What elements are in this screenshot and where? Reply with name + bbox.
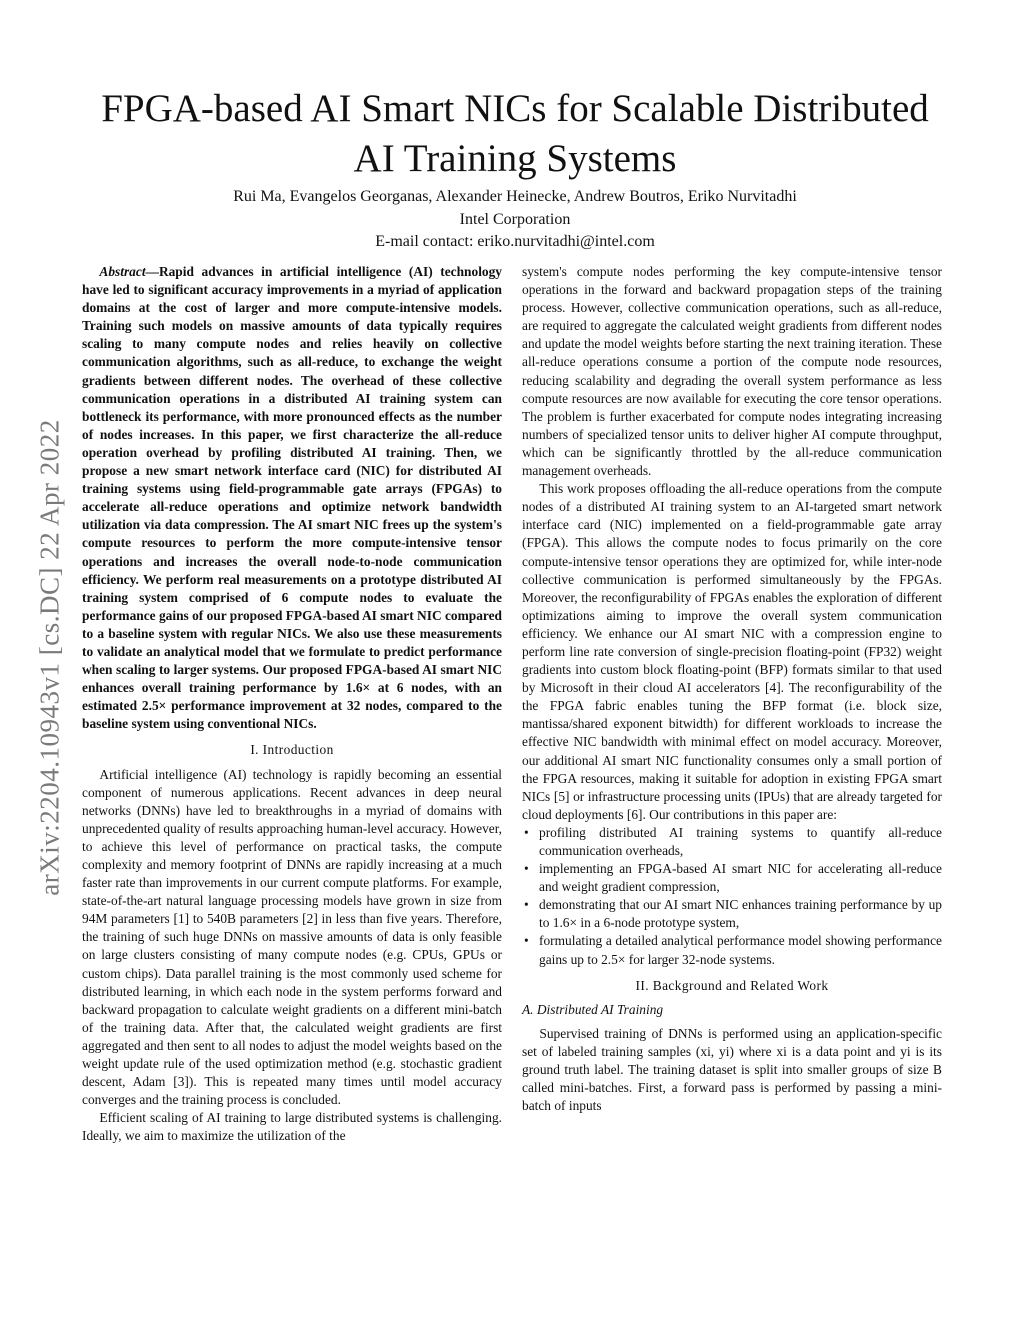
list-item: • profiling distributed AI training systems to quantify all-reduce communication overheads, [524, 824, 942, 858]
intro-paragraph-3: system's compute nodes performing the key compute-intensive tensor operations in the forward and backward propagation steps of the training process. However, collective communication operations, such as all-reduce, are required to aggregate the calculated weight gradients from different nodes and update the model weights before starting the next training iteration. These all-reduce operations consume a portion of the compute node resources, reducing scalability and degrading the overall system performance as less compute resources are now available for executing the core tensor operations. The problem is further exacerbated for compute nodes integrating increasing numbers of specialized tensor units to deliver higher AI compute throughput, which can be significantly throttled by the all-reduce communication management overheads. [522, 264, 942, 479]
background-paragraph-1: Supervised training of DNNs is performed using an application-specific set of labeled training samples (xi, yi) where xi is a data point and yi is its ground truth label. The training dataset is split into smaller groups of size B called mini-batches. First, a forward pass is performed by passing a mini-batch of inputs [522, 1025, 942, 1114]
affiliation: Intel Corporation [459, 211, 571, 228]
abstract [82, 263, 502, 733]
author-list: Rui Ma, Evangelos Georganas, Alexander Heinecke, Andrew Boutros, Eriko Nurvitadhi [233, 188, 797, 205]
left-column [82, 263, 502, 1146]
intro-paragraph-4: This work proposes offloading the all-reduce operations from the compute nodes of a distributed AI training system to an AI-targeted smart network interface card (NIC) implemented on a field-programmable gate array (FPGA). This allows the compute nodes to focus primarily on the core compute-intensive tensor operations they are optimized for, while inter-node collective communication is performed simultaneously by the FPGAs. Moreover, the reconfigurability of FPGAs enables the exploration of different optimizations aiming to improve the overall system communication efficiency. We enhance our AI smart NIC with a compression engine to perform line rate conversion of single-precision floating-point (FP32) weight gradients into custom block floating-point (BFP) formats similar to that used by Microsoft in their cloud AI accelerators [4]. The reconfigurability of the the FPGA fabric enables tuning the BFP format (i.e. block size, mantissa/shared exponent bitwidth) for different workloads to increase the effective NIC bandwidth with minimal effect on model accuracy. Moreover, our additional AI smart NIC functionality consumes only a small portion of the FPGA resources, making it suitable for adoption in existing FPGA smart NICs [5] or infrastructure processing units (IPUs) that are already targeted for cloud deployments [6]. Our contributions in this paper are: [522, 481, 942, 822]
section-heading-introduction: I. Introduction [250, 742, 334, 758]
bullet-icon: • [524, 824, 529, 840]
list-item: • implementing an FPGA-based AI smart NIC for accelerating all-reduce and weight gradient compression, [524, 861, 942, 895]
right-column [522, 263, 942, 1115]
section-heading-background: II. Background and Related Work [635, 977, 829, 993]
intro-paragraph-2: Efficient scaling of AI training to large distributed systems is challenging. Ideally, we aim to maximize the utilization of the [82, 1110, 502, 1144]
bullet-icon: • [524, 897, 529, 913]
bullet-icon: • [524, 861, 529, 877]
list-item: • demonstrating that our AI smart NIC enhances training performance by up to 1.6× in a 6-node prototype system, [524, 897, 942, 931]
abstract-text: —Rapid advances in artificial intelligence (AI) technology have led to significant accuracy improvements in a myriad of application domains at the cost of larger and more compute-intensive models. Training such models on massive amounts of data typically requires scaling to many compute nodes and relies heavily on collective communication algorithms, such as all-reduce, to exchange the weight gradients between different nodes. The overhead of these collective communication operations in a distributed AI training system can bottleneck its performance, with more pronounced effects as the number of nodes increases. In this paper, we first characterize the all-reduce operation overhead by profiling distributed AI training. Then, we propose a new smart network interface card (NIC) for distributed AI training systems using field-programmable gate arrays (FPGAs) to accelerate all-reduce operations and optimize network bandwidth utilization via data compression. The AI smart NIC frees up the system's compute resources to perform the more compute-intensive tensor operations and increases the overall node-to-node communication efficiency. We perform real measurements on a prototype distributed AI training system comprised of 6 compute nodes to evaluate the performance gains of our proposed FPGA-based AI smart NIC compared to a baseline system with regular NICs. We also use these measurements to validate an analytical model that we formulate to predict performance when scaling to larger systems. Our proposed FPGA-based AI smart NIC enhances overall training performance by 1.6× at 6 nodes, with an estimated 2.5× performance improvement at 32 nodes, compared to the baseline system using conventional NICs. [82, 264, 502, 732]
list-item: • formulating a detailed analytical performance model showing performance gains up to 2.5× for larger 32-node systems. [524, 933, 942, 967]
subsection-heading: A. Distributed AI Training [522, 1001, 664, 1017]
abstract-label: Abstract [99, 264, 146, 279]
intro-paragraph-1: Artificial intelligence (AI) technology is rapidly becoming an essential component of numerous applications. Recent advances in deep neural networks (DNNs) have led to breakthroughs in a myriad of domains with unprecedented quality of results approaching human-level accuracy. However, to achieve this level of performance on practical tasks, the compute complexity and memory footprint of DNNs are rapidly increasing at a much faster rate than improvements in our current compute platforms. For example, state-of-the-art natural language processing models have grown in size from 94M parameters [1] to 540B parameters [2] in less than five years. Therefore, the training of such huge DNNs on massive amounts of data is only feasible on large clusters consisting of many compute nodes (e.g. CPUs, GPUs or custom chips). Data parallel training is the most commonly used scheme for distributed learning, in which each node in the system performs forward and backward propagation to calculate weight gradients on a different mini-batch of the training data. After that, the calculated weight gradients are first aggregated and then sent to all nodes to adjust the model weights based on the weight update rule of the used optimization method (e.g. stochastic gradient descent, Adam [3]). This is repeated many times until model accuracy converges and the training process is concluded. [82, 766, 502, 1108]
arxiv-identifier: arXiv:2204.10943v1 [cs.DC] 22 Apr 2022 [34, 419, 65, 896]
contributions-list [522, 824, 942, 969]
contact-email: E-mail contact: eriko.nurvitadhi@intel.com [375, 233, 655, 250]
paper-title: FPGA-based AI Smart NICs for Scalable Distributed AI Training Systems [101, 87, 929, 180]
bullet-icon: • [524, 933, 529, 949]
